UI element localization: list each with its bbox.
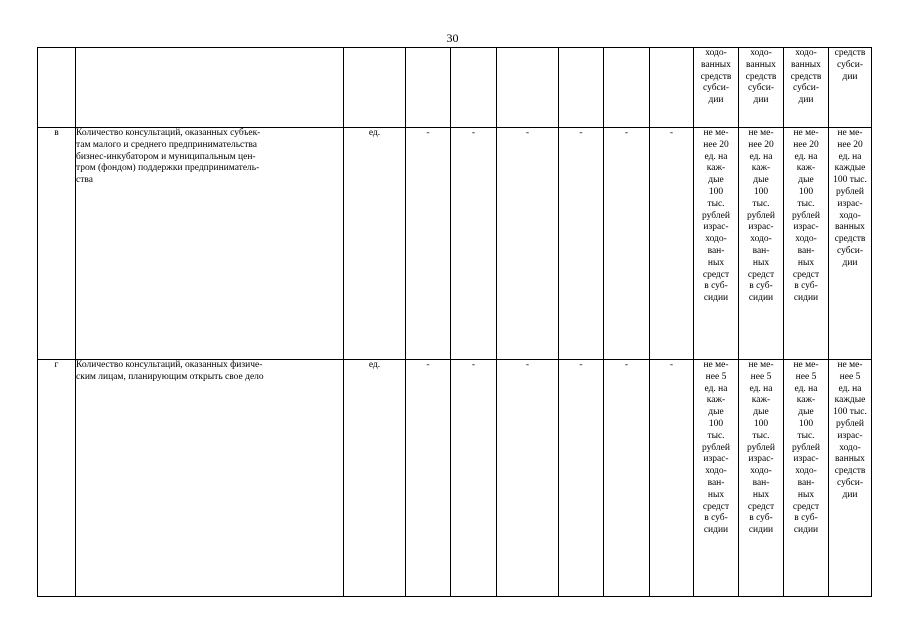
row-value-dash: -	[604, 128, 650, 360]
cell-text-line: тыс.	[707, 430, 725, 441]
cell-text-line: ван-	[707, 477, 725, 488]
row-value-dash: -	[497, 128, 559, 360]
row-value-dash: -	[406, 360, 451, 597]
row-indicator-name	[76, 128, 344, 360]
cell-text-line: ским лицам, планирующим открыть свое дело	[76, 371, 264, 382]
cell-text-line: рублей	[792, 442, 820, 453]
row-unit: ед.	[344, 360, 406, 597]
cell-text-line: дые	[708, 407, 724, 418]
cell-text-line: ходо-	[705, 48, 727, 58]
header-cell-unit	[344, 48, 406, 128]
header-cell-value	[829, 48, 872, 128]
cell-text-line: не ме-	[703, 128, 729, 138]
row-target-value	[739, 360, 784, 597]
cell-text-line: ных	[797, 489, 815, 500]
cell-text-line: в суб-	[794, 513, 818, 524]
cell-text-line: средств	[834, 48, 866, 58]
cell-text-line: дые	[753, 407, 769, 418]
cell-text-line: средств	[745, 71, 777, 82]
cell-text-line: дии	[708, 95, 724, 106]
row-unit: ед.	[344, 128, 406, 360]
cell-text-line: рублей	[836, 186, 864, 197]
cell-text-line: нее 20	[703, 139, 729, 150]
cell-text-line: средств	[700, 71, 732, 82]
header-cell-value	[739, 48, 784, 128]
cell-text-line: бизнес-инкубатором и муниципальным цен-	[76, 151, 256, 162]
cell-text-line: ед. на	[794, 151, 818, 162]
cell-text-line: нее 5	[705, 371, 727, 382]
cell-text-line: каж-	[796, 163, 816, 174]
cell-text-line: средст	[702, 501, 730, 512]
cell-text-line: тыс.	[797, 430, 815, 441]
cell-text-line: субси-	[747, 83, 774, 94]
row-value-dash: -	[559, 128, 604, 360]
cell-text-line: ванных	[701, 59, 731, 70]
row-letter: г	[38, 360, 76, 597]
cell-text-line: ходо-	[839, 442, 861, 453]
header-cell-name	[76, 48, 344, 128]
cell-text-line: тыс.	[707, 198, 725, 209]
header-cell-value	[784, 48, 829, 128]
cell-text-line: дии	[842, 257, 858, 268]
row-value-dash: -	[650, 128, 694, 360]
header-cell-year	[497, 48, 559, 128]
cell-text-line: сидии	[793, 293, 819, 304]
header-cell-year	[451, 48, 497, 128]
cell-text-line: не ме-	[703, 360, 729, 370]
cell-text-line: ходо-	[795, 466, 817, 477]
cell-text-line: не ме-	[793, 128, 819, 138]
cell-text-line: ванных	[791, 59, 821, 70]
cell-text-line: рублей	[747, 442, 775, 453]
cell-text-line: ванных	[835, 454, 865, 465]
row-value-dash: -	[604, 360, 650, 597]
cell-text-line: не ме-	[837, 360, 863, 370]
cell-text-line: израс-	[837, 430, 863, 441]
cell-text-line: средст	[792, 269, 820, 280]
cell-text-line: там малого и среднего предпринимательства	[76, 139, 257, 150]
row-target-value	[784, 128, 829, 360]
cell-text-line: нее 20	[793, 139, 819, 150]
cell-text-line: рублей	[702, 210, 730, 221]
cell-text-line: субси-	[702, 83, 729, 94]
row-value-dash: -	[559, 360, 604, 597]
cell-text-line: нее 20	[837, 139, 863, 150]
cell-text-line: каждые	[834, 395, 866, 406]
cell-text-line: нее 5	[839, 371, 861, 382]
cell-text-line: ходо-	[750, 234, 772, 245]
cell-text-line: ных	[707, 489, 725, 500]
cell-text-line: рублей	[792, 210, 820, 221]
page-number: 30	[446, 31, 459, 45]
header-row	[38, 48, 872, 128]
row-target-value	[829, 360, 872, 597]
cell-text-line: ванных	[835, 222, 865, 233]
cell-text-line: ван-	[752, 245, 770, 256]
cell-text-line: ед. на	[838, 383, 862, 394]
cell-text-line: нее 5	[795, 371, 817, 382]
row-value-dash: -	[497, 360, 559, 597]
row-target-value	[694, 128, 739, 360]
cell-text-line: ходо-	[750, 48, 772, 58]
cell-text-line: субси-	[836, 477, 863, 488]
cell-text-line: ходо-	[795, 234, 817, 245]
row-value-dash: -	[451, 128, 497, 360]
cell-text-line: дии	[753, 95, 769, 106]
cell-text-line: ед. на	[704, 383, 728, 394]
table-row	[38, 128, 872, 360]
cell-text-line: 100 тыс.	[833, 175, 867, 186]
cell-text-line: ходо-	[750, 466, 772, 477]
row-value-dash: -	[406, 128, 451, 360]
cell-text-line: сидии	[793, 525, 819, 536]
cell-text-line: средств	[834, 234, 866, 245]
cell-text-line: Количество консультаций, оказанных физиче-	[76, 360, 263, 370]
cell-text-line: ед. на	[749, 383, 773, 394]
cell-text-line: израс-	[748, 222, 774, 233]
cell-text-line: не ме-	[748, 360, 774, 370]
cell-text-line: средст	[747, 269, 775, 280]
cell-text-line: каж-	[751, 163, 771, 174]
cell-text-line: израс-	[793, 222, 819, 233]
cell-text-line: ванных	[746, 59, 776, 70]
cell-text-line: субси-	[836, 59, 863, 70]
cell-text-line: в суб-	[749, 513, 773, 524]
cell-text-line: не ме-	[748, 128, 774, 138]
row-value-dash: -	[650, 360, 694, 597]
cell-text-line: ван-	[707, 245, 725, 256]
cell-text-line: 100	[753, 186, 769, 197]
cell-text-line: в суб-	[704, 281, 728, 292]
cell-text-line: ходо-	[705, 234, 727, 245]
row-target-value	[829, 128, 872, 360]
cell-text-line: ван-	[797, 477, 815, 488]
cell-text-line: ван-	[752, 477, 770, 488]
cell-text-line: 100 тыс.	[833, 407, 867, 418]
cell-text-line: ства	[76, 175, 93, 186]
cell-text-line: дии	[842, 489, 858, 500]
cell-text-line: средств	[790, 71, 822, 82]
cell-text-line: субси-	[792, 83, 819, 94]
cell-text-line: каж-	[796, 395, 816, 406]
cell-text-line: каж-	[706, 395, 726, 406]
header-cell-year	[604, 48, 650, 128]
row-target-value	[784, 360, 829, 597]
table-row	[38, 360, 872, 597]
cell-text-line: израс-	[793, 454, 819, 465]
cell-text-line: субси-	[836, 245, 863, 256]
cell-text-line: сидии	[748, 525, 774, 536]
cell-text-line: израс-	[703, 454, 729, 465]
cell-text-line: 100	[708, 186, 724, 197]
indicator-table	[37, 47, 872, 597]
header-cell-value	[694, 48, 739, 128]
cell-text-line: нее 20	[748, 139, 774, 150]
cell-text-line: дии	[842, 71, 858, 82]
cell-text-line: ных	[752, 257, 770, 268]
cell-text-line: тыс.	[752, 198, 770, 209]
cell-text-line: ходо-	[705, 466, 727, 477]
row-letter: в	[38, 128, 76, 360]
cell-text-line: ных	[707, 257, 725, 268]
cell-text-line: 100	[798, 418, 814, 429]
cell-text-line: дые	[708, 175, 724, 186]
cell-text-line: не ме-	[837, 128, 863, 138]
cell-text-line: ед. на	[749, 151, 773, 162]
cell-text-line: тыс.	[797, 198, 815, 209]
cell-text-line: рублей	[702, 442, 730, 453]
header-cell-year	[406, 48, 451, 128]
cell-text-line: в суб-	[749, 281, 773, 292]
cell-text-line: сидии	[748, 293, 774, 304]
cell-text-line: ных	[797, 257, 815, 268]
cell-text-line: рублей	[836, 418, 864, 429]
cell-text-line: тром (фондом) поддержки предприниматель-	[76, 163, 260, 174]
row-target-value	[739, 128, 784, 360]
cell-text-line: средст	[702, 269, 730, 280]
cell-text-line: рублей	[747, 210, 775, 221]
row-target-value	[694, 360, 739, 597]
cell-text-line: каждые	[834, 163, 866, 174]
cell-text-line: дые	[798, 407, 814, 418]
cell-text-line: тыс.	[752, 430, 770, 441]
header-cell-letter	[38, 48, 76, 128]
cell-text-line: ед. на	[704, 151, 728, 162]
cell-text-line: сидии	[703, 293, 729, 304]
cell-text-line: дые	[753, 175, 769, 186]
cell-text-line: каж-	[751, 395, 771, 406]
cell-text-line: Количество консультаций, оказанных субъек-	[76, 128, 261, 138]
cell-text-line: ед. на	[794, 383, 818, 394]
cell-text-line: каж-	[706, 163, 726, 174]
row-indicator-name	[76, 360, 344, 597]
header-cell-year	[559, 48, 604, 128]
cell-text-line: не ме-	[793, 360, 819, 370]
cell-text-line: ед. на	[838, 151, 862, 162]
cell-text-line: в суб-	[794, 281, 818, 292]
cell-text-line: средст	[792, 501, 820, 512]
cell-text-line: ных	[752, 489, 770, 500]
cell-text-line: в суб-	[704, 513, 728, 524]
cell-text-line: 100	[798, 186, 814, 197]
cell-text-line: 100	[708, 418, 724, 429]
cell-text-line: средст	[747, 501, 775, 512]
header-cell-year	[650, 48, 694, 128]
cell-text-line: ходо-	[795, 48, 817, 58]
row-value-dash: -	[451, 360, 497, 597]
cell-text-line: 100	[753, 418, 769, 429]
cell-text-line: дые	[798, 175, 814, 186]
cell-text-line: ходо-	[839, 210, 861, 221]
cell-text-line: израс-	[748, 454, 774, 465]
cell-text-line: средств	[834, 466, 866, 477]
cell-text-line: дии	[798, 95, 814, 106]
cell-text-line: израс-	[703, 222, 729, 233]
cell-text-line: израс-	[837, 198, 863, 209]
cell-text-line: сидии	[703, 525, 729, 536]
cell-text-line: нее 5	[750, 371, 772, 382]
cell-text-line: ван-	[797, 245, 815, 256]
